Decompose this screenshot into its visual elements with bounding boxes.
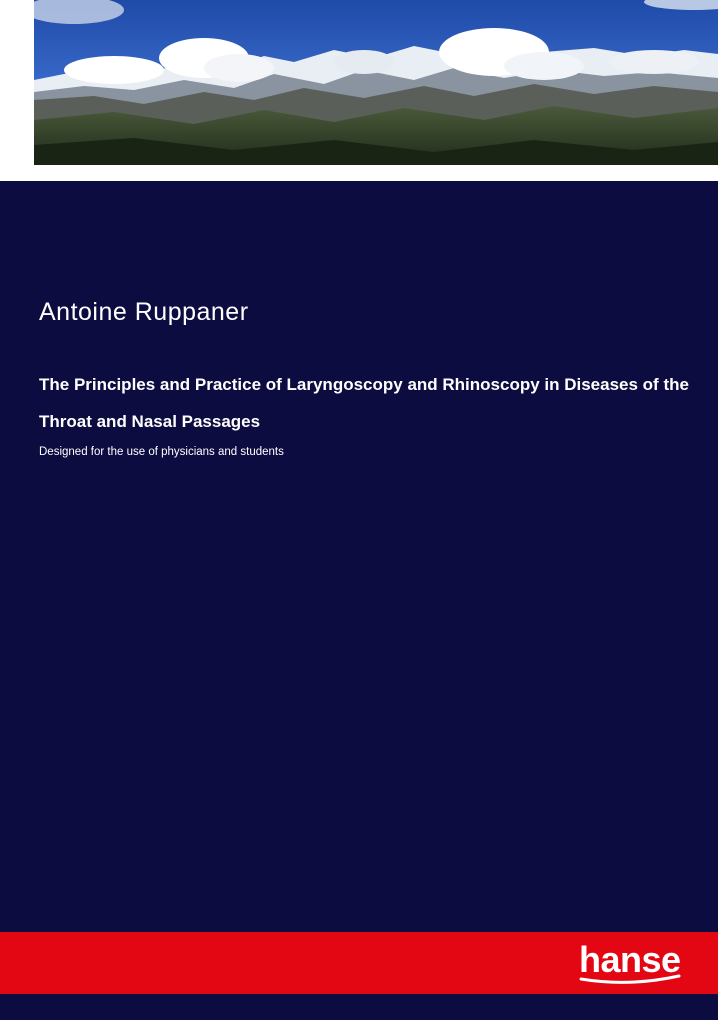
mountain-panorama-photo — [34, 0, 718, 165]
publisher-logo-text: hanse — [579, 939, 681, 980]
book-title: The Principles and Practice of Laryngoscopy and Rhinoscopy in Diseases of the Throat and Nasal Passages — [39, 375, 689, 431]
logo-swoosh-icon — [579, 973, 683, 985]
book-subtitle: Designed for the use of physicians and students — [39, 446, 284, 458]
cover-panel — [0, 181, 718, 932]
publisher-logo — [579, 940, 683, 986]
bottom-band — [0, 994, 718, 1020]
author-name: Antoine Ruppaner — [39, 298, 249, 326]
